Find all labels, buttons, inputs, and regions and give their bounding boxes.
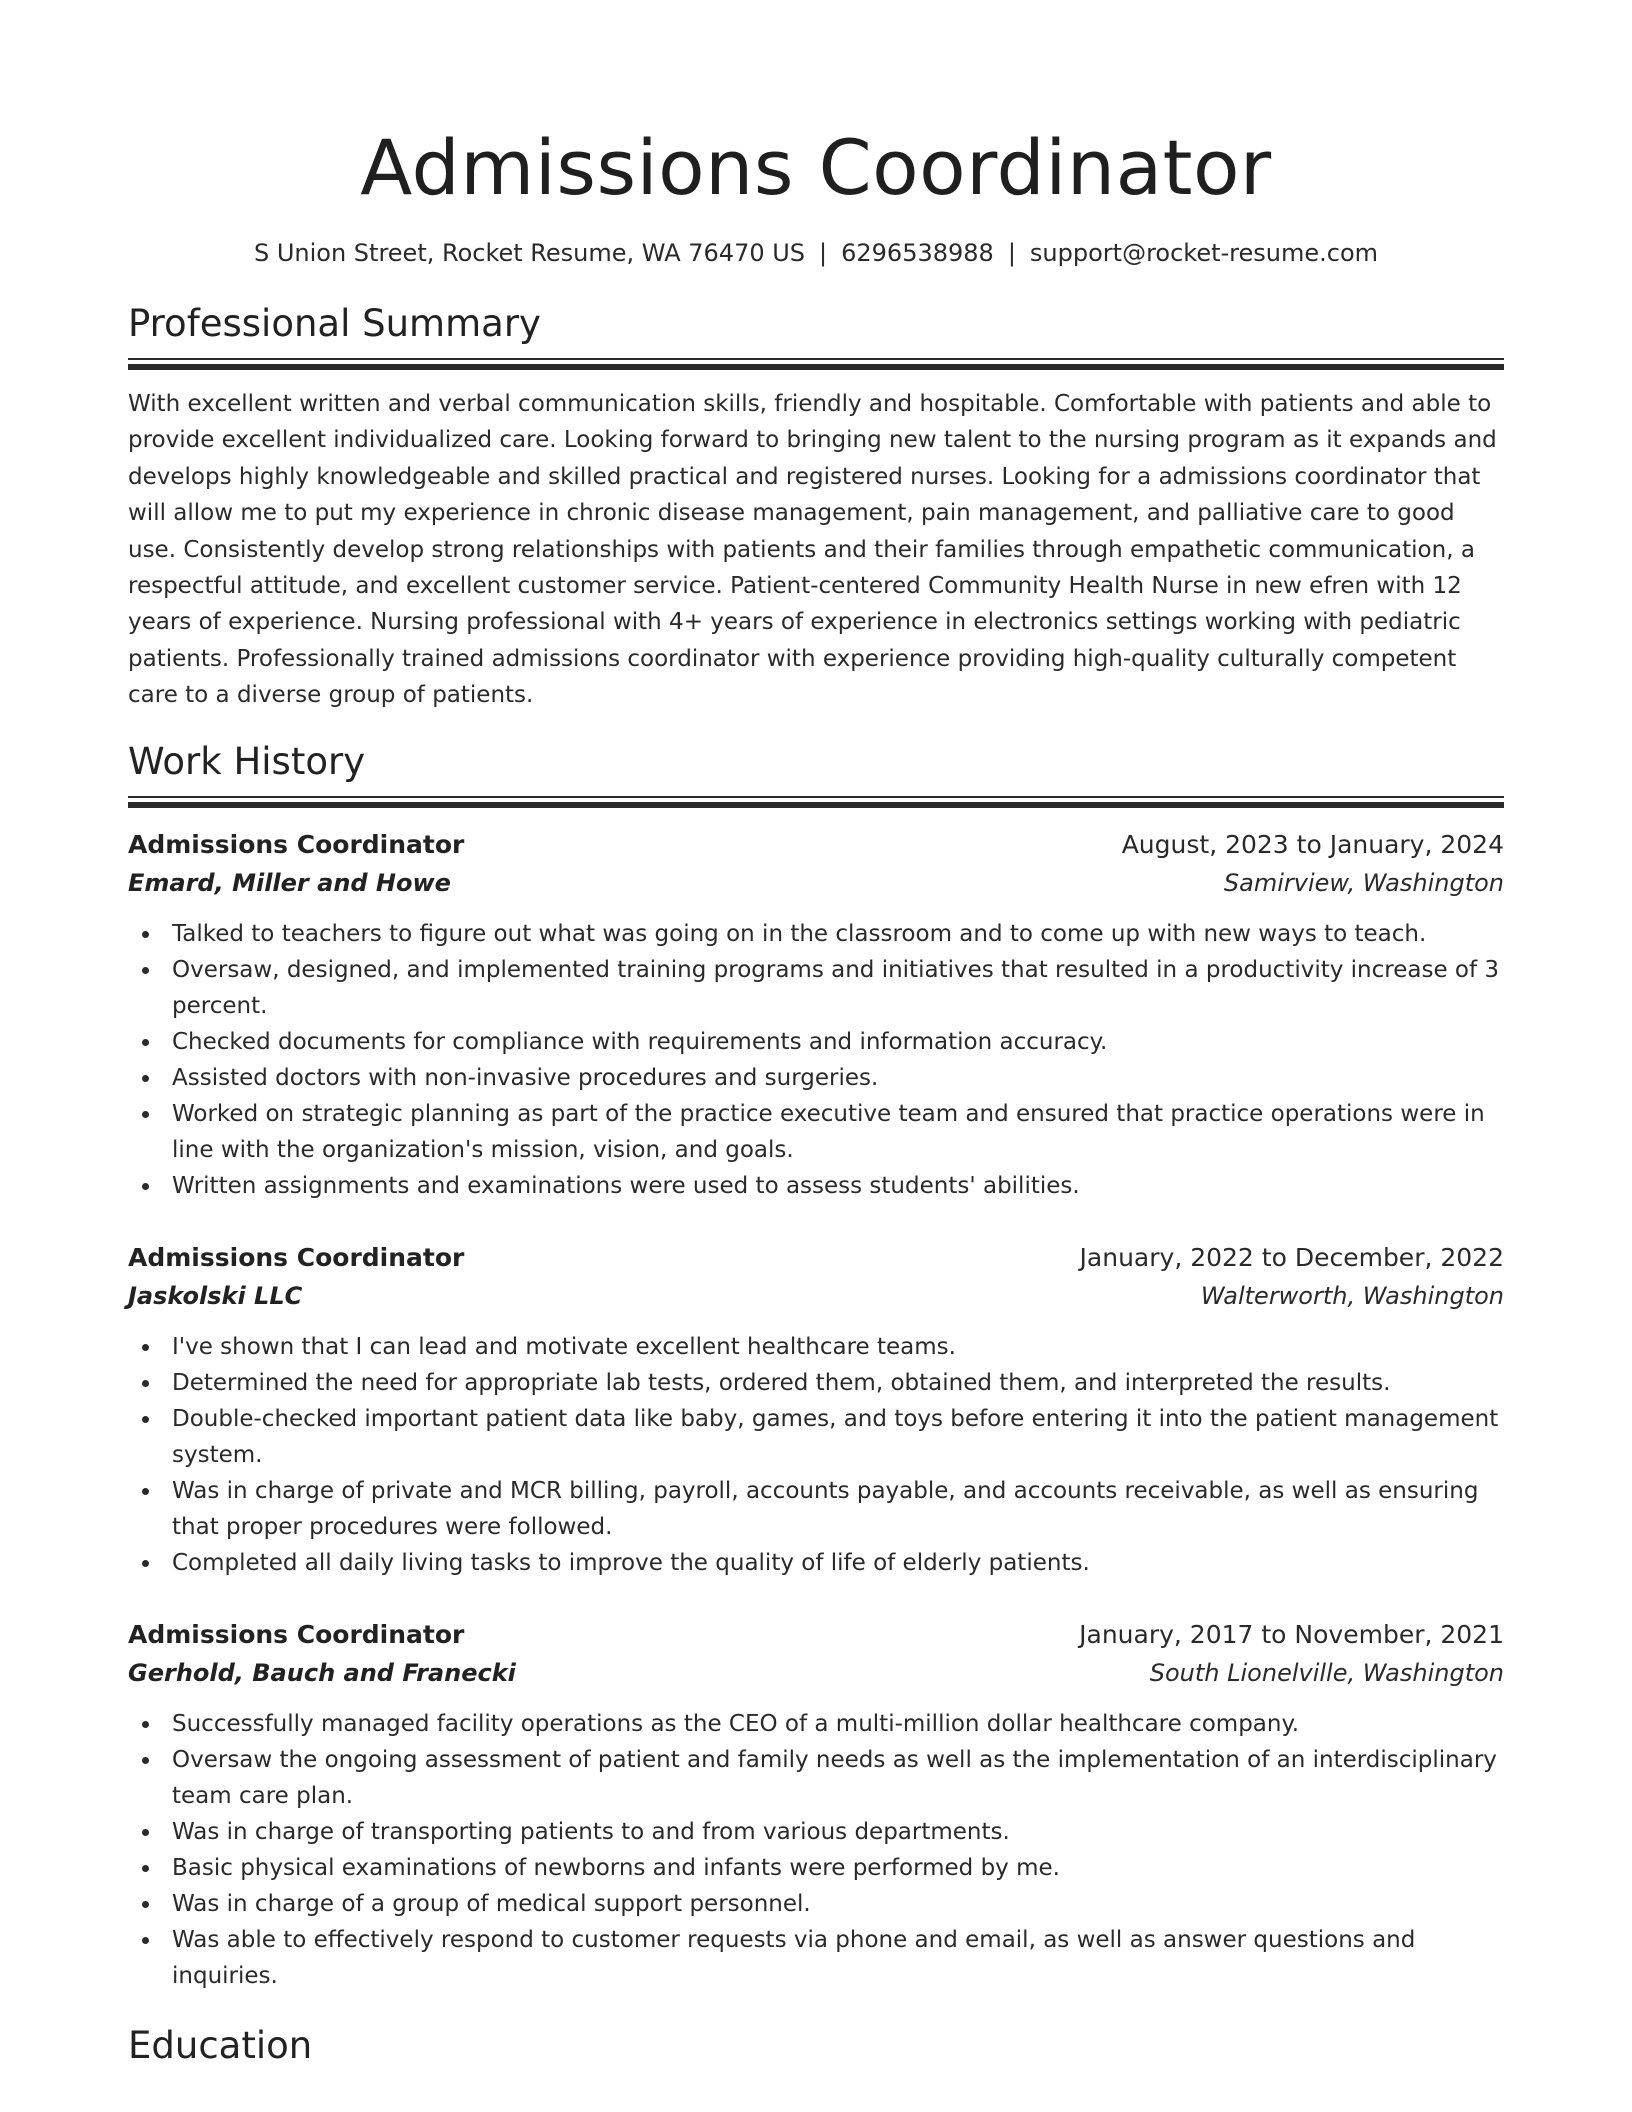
job-bullets <box>128 1706 1504 1994</box>
job-employer-row <box>128 1280 1504 1312</box>
job-header-row <box>128 1241 1504 1275</box>
section-divider <box>128 796 1504 798</box>
job-bullet: Worked on strategic planning as part of the practice executive team and ensured that practice operations were in line with the organization's mission, vision, and goals. <box>128 1096 1504 1168</box>
job-entry <box>128 1618 1504 1994</box>
job-bullet: Checked documents for compliance with requirements and information accuracy. <box>128 1024 1504 1060</box>
job-location: Walterworth, Washington <box>1200 1281 1504 1310</box>
job-employer-row <box>128 867 1504 899</box>
job-bullet: Successfully managed facility operations as the CEO of a multi-million dollar healthcare company. <box>128 1706 1504 1742</box>
resume-name: Admissions Coordinator <box>360 123 1272 212</box>
job-bullet: Completed all daily living tasks to improve the quality of life of elderly patients. <box>128 1545 1504 1581</box>
job-bullet: Oversaw the ongoing assessment of patient and family needs as well as the implementation of an interdisciplinary team care plan. <box>128 1742 1504 1814</box>
job-dates: January, 2022 to December, 2022 <box>1079 1242 1504 1272</box>
job-entry <box>128 1241 1504 1581</box>
job-bullet: Basic physical examinations of newborns and infants were performed by me. <box>128 1850 1504 1886</box>
job-bullets <box>128 916 1504 1204</box>
job-location: South Lionelville, Washington <box>1149 1658 1504 1687</box>
education-section <box>128 2024 1504 2068</box>
job-bullet: Double-checked important patient data like baby, games, and toys before entering it into the patient management system. <box>128 1401 1504 1473</box>
job-location: Samirview, Washington <box>1223 868 1504 897</box>
job-company: Emard, Miller and Howe <box>128 868 451 897</box>
job-title: Admissions Coordinator <box>128 829 465 859</box>
contact-phone: 6296538988 <box>841 239 994 267</box>
job-entry <box>128 828 1504 1204</box>
job-bullet: Assisted doctors with non-invasive procedures and surgeries. <box>128 1060 1504 1096</box>
job-bullet: Talked to teachers to figure out what was going on in the classroom and to come up with new ways to teach. <box>128 916 1504 952</box>
job-header-row <box>128 828 1504 862</box>
section-divider <box>128 358 1504 360</box>
contact-address: S Union Street, Rocket Resume, WA 76470 US <box>253 239 806 267</box>
contact-separator: | <box>819 239 828 267</box>
section-divider-thick <box>128 802 1504 808</box>
summary-text: With excellent written and verbal communication skills, friendly and hospitable. Comfortable with patients and able to provide excellent individualized care. Looking forward to bringing new talent to the nursing program as it expands and develops highly knowledgeable and skilled practical and registered nurses. Looking for a admissions coordinator that will allow me to put my experience in chronic disease management, pain management, and palliative care to good use. Consistently develop strong relationships with patients and their families through empathetic communication, a respectful attitude, and excellent customer service. Patient-centered Community Health Nurse in new efren with 12 years of experience. Nursing professional with 4+ years of experience in electronics settings working with pediatric patients. Professionally trained admissions coordinator with experience providing high-quality culturally competent care to a diverse group of patients. <box>128 391 1497 709</box>
section-title-summary: Professional Summary <box>128 302 541 345</box>
job-bullet: Written assignments and examinations were used to assess students' abilities. <box>128 1168 1504 1204</box>
resume-page <box>128 0 1504 2068</box>
work-history-section <box>128 740 1504 1994</box>
section-divider-thick <box>128 364 1504 370</box>
contact-email: support@rocket-resume.com <box>1029 239 1379 267</box>
contact-line <box>128 238 1504 268</box>
job-dates: August, 2023 to January, 2024 <box>1121 829 1504 859</box>
job-header-row <box>128 1618 1504 1652</box>
section-title-work: Work History <box>128 739 366 783</box>
job-company: Jaskolski LLC <box>128 1281 303 1310</box>
job-bullet: Was able to effectively respond to customer requests via phone and email, as well as answer questions and inquiries. <box>128 1922 1504 1994</box>
job-dates: January, 2017 to November, 2021 <box>1079 1619 1504 1649</box>
job-bullet: Was in charge of transporting patients to and from various departments. <box>128 1814 1504 1850</box>
job-bullet: I've shown that I can lead and motivate excellent healthcare teams. <box>128 1329 1504 1365</box>
contact-separator: | <box>1007 239 1016 267</box>
job-bullet: Was in charge of a group of medical support personnel. <box>128 1886 1504 1922</box>
professional-summary-section <box>128 302 1504 714</box>
job-bullet: Oversaw, designed, and implemented training programs and initiatives that resulted in a productivity increase of 3 percent. <box>128 952 1504 1024</box>
job-title: Admissions Coordinator <box>128 1242 465 1272</box>
job-bullet: Was in charge of private and MCR billing, payroll, accounts payable, and accounts receivable, as well as ensuring that proper procedures were followed. <box>128 1473 1504 1545</box>
job-employer-row <box>128 1657 1504 1689</box>
job-company: Gerhold, Bauch and Franecki <box>128 1658 516 1687</box>
job-title: Admissions Coordinator <box>128 1619 465 1649</box>
section-title-education: Education <box>128 2023 313 2067</box>
job-bullet: Determined the need for appropriate lab tests, ordered them, obtained them, and interpreted the results. <box>128 1365 1504 1401</box>
job-bullets <box>128 1329 1504 1581</box>
